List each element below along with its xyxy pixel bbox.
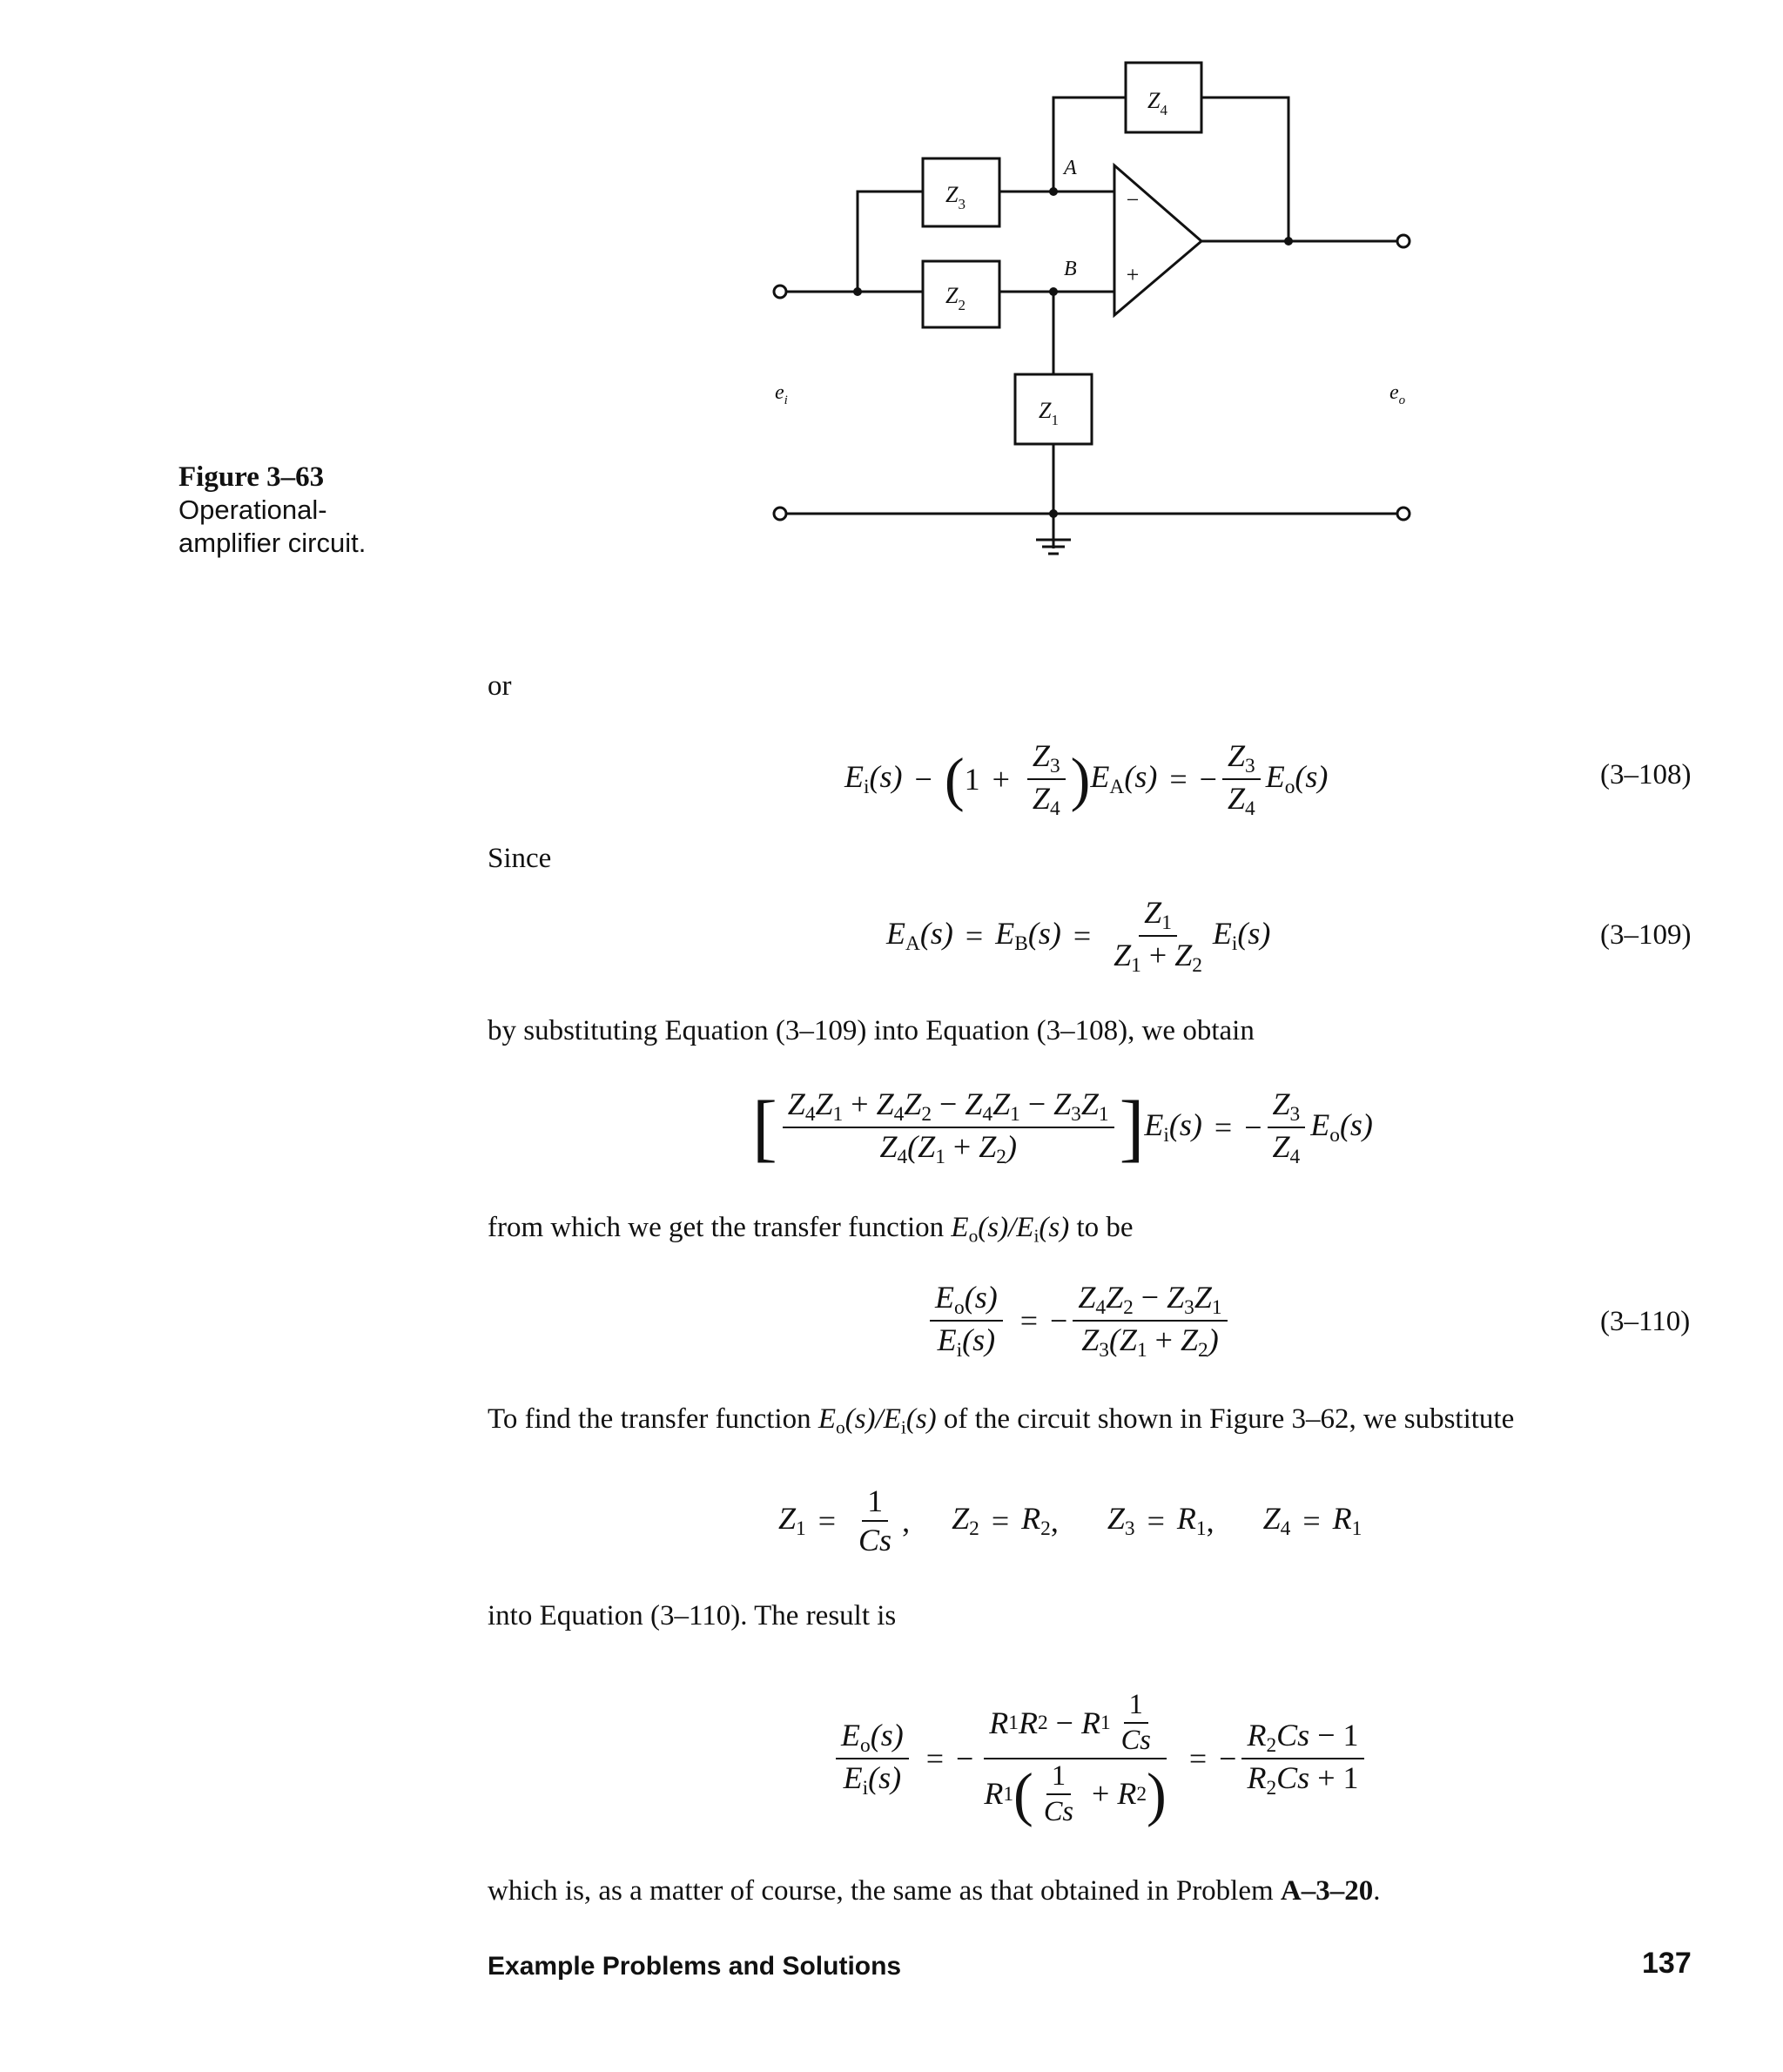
output-ground-terminal [1397, 508, 1410, 520]
footer-section-title: Example Problems and Solutions [488, 1952, 902, 1981]
figure-caption-line-1: Operational- [178, 494, 327, 525]
figure-caption [178, 461, 366, 560]
op-amp-circuit-diagram [749, 52, 1428, 575]
text-from-which: from which we get the transfer function $E_o(s)/E_i(s)$ to be [488, 1212, 1134, 1247]
input-terminal [774, 286, 786, 298]
text-conclusion: which is, as a matter of course, the same as that obtained in Problem A–3–20. [488, 1875, 1381, 1907]
equation-number-3-110: (3–110) [1600, 1306, 1691, 1337]
z3-label: $Z_3$ [945, 182, 966, 212]
equation-number-3-108: (3–108) [1600, 759, 1692, 790]
z4-box [1126, 63, 1201, 132]
inverting-input-sign: − [1125, 187, 1140, 212]
equation-result: $\frac{E_o(s)}{E_i(s)}$ = − R 1 R 2 − R 1 $\frac{1}{Cs}$ R 1 ( $\frac{1}{Cs}$ + R 2 ) = − $\frac{R_2Cs - 1}{R_2Cs + 1}$ [831, 1672, 1369, 1846]
text-into-equation: into Equation (3–110). The result is [488, 1600, 897, 1631]
equation-combined: [ $\frac{Z_4Z_1 + Z_4Z_2 - Z_4Z_1 - Z_3Z_1}{Z_4(Z_1 + Z_2)}$ ] $E_i(s)$ = − $\frac{Z_3}{Z_4}$ $E_o(s)$ [752, 1085, 1373, 1169]
text-to-find: To find the transfer function $E_o(s)/E_i(s)$ of the circuit shown in Figure 3–62, we substitute [488, 1403, 1515, 1438]
z3-box [923, 158, 999, 226]
eo-label: $e_o$ [1389, 381, 1406, 407]
node-b-label: B [1064, 258, 1077, 280]
output-terminal [1397, 235, 1410, 247]
z2-label: $Z_2$ [945, 283, 966, 313]
noninverting-input-sign: + [1125, 262, 1140, 287]
equation-number-3-109: (3–109) [1600, 919, 1692, 951]
page-number: 137 [1642, 1947, 1692, 1980]
z1-label: $Z_1$ [1039, 398, 1059, 428]
input-ground-terminal [774, 508, 786, 520]
equation-3-109: $E_A(s)$ = $E_B(s)$ = $\frac{Z_1}{Z_1 + Z_2}$ $E_i(s)$ [886, 894, 1271, 978]
text-since: Since [488, 843, 552, 874]
equation-3-110: $\frac{E_o(s)}{E_i(s)}$ = − $\frac{Z_4Z_2 - Z_3Z_1}{Z_3(Z_1 + Z_2)}$ [925, 1273, 1233, 1369]
figure-caption-line-2: amplifier circuit. [178, 528, 367, 558]
node-a-label: A [1064, 157, 1077, 179]
problem-reference: A–3–20 [1280, 1875, 1374, 1907]
z1-box [1015, 374, 1092, 444]
figure-caption-title: Figure 3–63 [178, 461, 325, 493]
text-substituting: by substituting Equation (3–109) into Equation (3–108), we obtain [488, 1015, 1255, 1046]
z4-label: $Z_4$ [1147, 88, 1167, 118]
equation-substitutions: $Z_1$ = $\frac{1}{Cs}$ , $Z_2$ = $R_2$ , $Z_3$ = $R_1$ , $Z_4$ = $R_1$ [778, 1483, 1362, 1557]
equation-3-108: $E_i(s)$ − ( 1 + $\frac{Z_3}{Z_4}$ ) $E_A(s)$ = − $\frac{Z_3}{Z_4}$ $E_o(s)$ [844, 737, 1329, 821]
z2-box [923, 261, 999, 327]
ei-label: $e_i$ [775, 381, 788, 407]
text-or: or [488, 670, 512, 702]
